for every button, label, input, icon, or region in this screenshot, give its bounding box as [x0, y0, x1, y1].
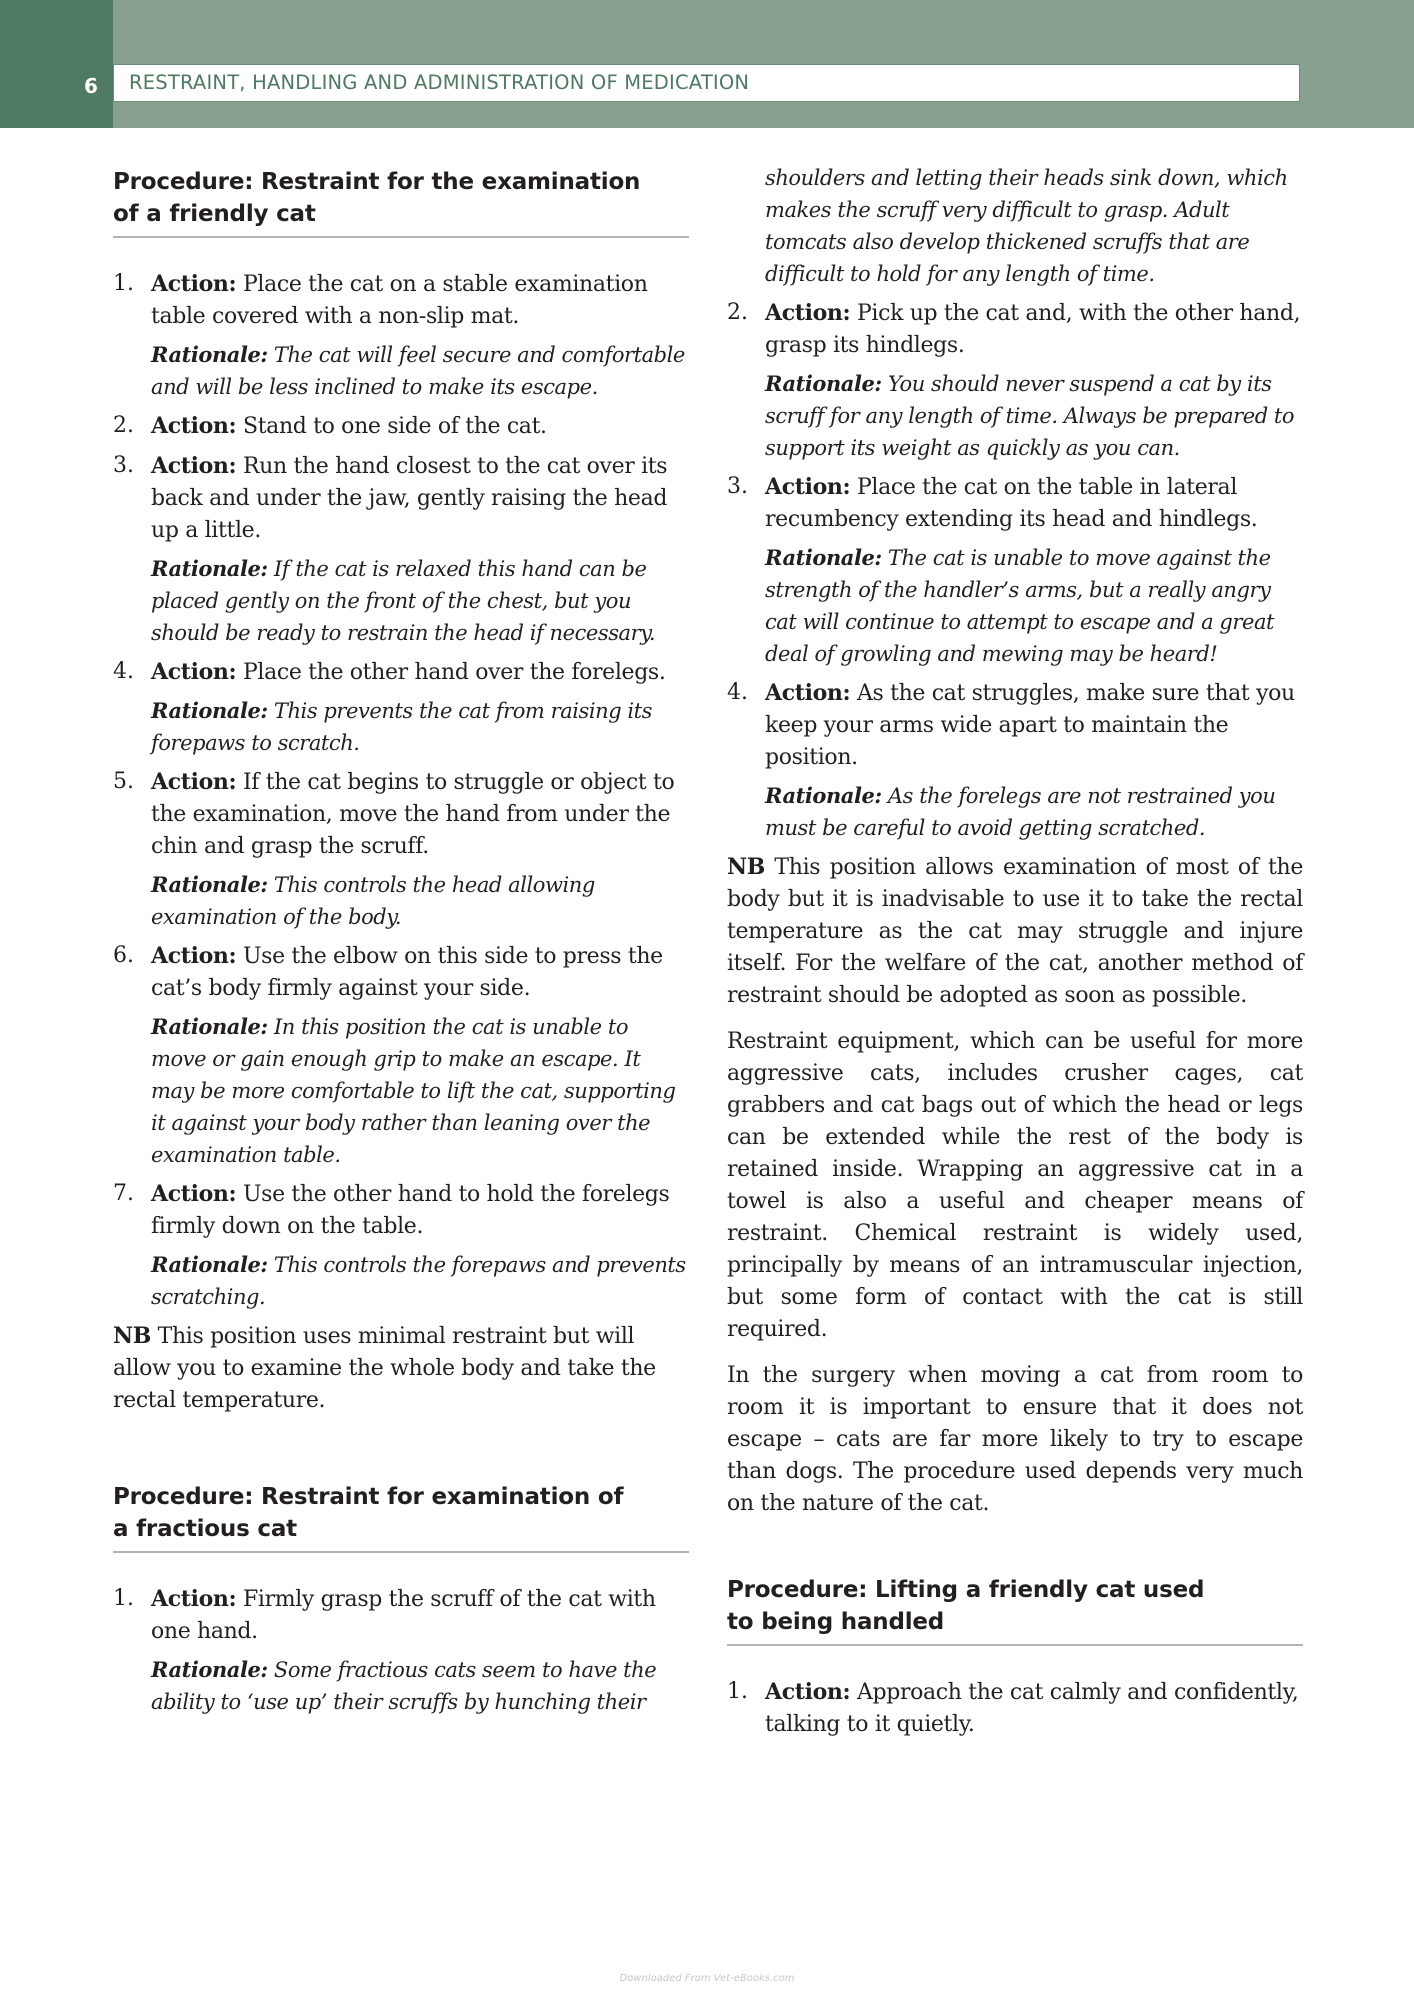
step-rationale: Rationale: This controls the head allowing examination of the body. — [151, 872, 595, 929]
procedure-steps-2-continued — [727, 297, 1303, 844]
procedure-steps-3 — [727, 1676, 1303, 1741]
step-number: 4. — [727, 680, 748, 705]
step-number: 2. — [727, 300, 748, 325]
procedure-steps-2 — [113, 1583, 689, 1718]
nb-note: NB This position uses minimal restraint but will allow you to examine the whole body and take the rectal temperature. — [113, 1323, 656, 1413]
step-action: Action: Use the elbow on this side to press the cat’s body firmly against your side. — [151, 943, 663, 1001]
step-number: 3. — [113, 453, 134, 478]
body-paragraph: Restraint equipment, which can be useful for more aggressive cats, includes crusher cages, cat grabbers and cat bags out of which the head or legs can be extended while the rest of the body is retained inside. Wrapping an aggressive cat in a towel is also a useful and cheaper means of restraint. Chemical restraint is widely used, principally by means of an intramuscular injection, but some form of contact with the cat is still required. — [727, 1029, 1303, 1342]
step-item — [113, 940, 689, 1171]
step-item — [113, 656, 689, 759]
running-title-box — [113, 64, 1300, 102]
step-action: Action: Pick up the cat and, with the other hand, grasp its hindlegs. — [765, 300, 1301, 358]
step-number: 1. — [113, 271, 134, 296]
procedure-title: Procedure: Lifting a friendly cat used to being handled — [727, 1577, 1205, 1635]
step-rationale: Rationale: In this position the cat is unable to move or gain enough grip to make an escape. It may be more comfortable to lift the cat, supporting it against your body rather than leaning over the examination table. — [151, 1014, 676, 1167]
footer-watermark: Downloaded From Vet-eBooks.com — [619, 1973, 795, 1984]
step-number: 2. — [113, 413, 134, 438]
step-number: 1. — [113, 1586, 134, 1611]
step-action: Action: Run the hand closest to the cat over its back and under the jaw, gently raising the head up a little. — [151, 453, 668, 543]
step-item — [727, 1676, 1303, 1741]
header-accent — [0, 0, 113, 128]
step-item — [113, 450, 689, 649]
step-action: Action: Place the cat on a stable examination table covered with a non-slip mat. — [151, 271, 648, 329]
procedure-title: Procedure: Restraint for the examination of a friendly cat — [113, 169, 641, 227]
procedure-heading-1 — [113, 166, 689, 238]
step-number: 1. — [727, 1679, 748, 1704]
step-number: 7. — [113, 1181, 134, 1206]
step-rationale: Rationale: This controls the forepaws and prevents scratching. — [151, 1252, 686, 1309]
step-rationale: Rationale: You should never suspend a cat by its scruff for any length of time. Always be prepared to support its weight as quickly as you can. — [765, 371, 1295, 460]
step-action: Action: Approach the cat calmly and confidently, talking to it quietly. — [765, 1679, 1299, 1737]
step-item — [727, 297, 1303, 464]
step-item — [113, 766, 689, 933]
step-action: Action: As the cat struggles, make sure that you keep your arms wide apart to maintain the position. — [765, 680, 1295, 770]
body-paragraph: In the surgery when moving a cat from room to room it is important to ensure that it does not escape – cats are far more likely to try to escape than dogs. The procedure used depends very much on the nature of the cat. — [727, 1363, 1303, 1516]
step-number: 5. — [113, 769, 134, 794]
procedure-heading-2 — [113, 1481, 689, 1553]
procedure-heading-3 — [727, 1574, 1303, 1646]
step-rationale: Rationale: This prevents the cat from raising its forepaws to scratch. — [151, 698, 652, 755]
step-action: Action: Place the other hand over the forelegs. — [151, 659, 666, 685]
step-item — [727, 471, 1303, 670]
left-column — [113, 166, 689, 1725]
step-number: 4. — [113, 659, 134, 684]
step-rationale: Rationale: If the cat is relaxed this hand can be placed gently on the front of the chest, but you should be ready to restrain the head if necessary. — [151, 556, 656, 645]
step-item — [727, 677, 1303, 844]
step-action: Action: Place the cat on the table in lateral recumbency extending its head and hindlegs. — [765, 474, 1258, 532]
step-action: Action: Use the other hand to hold the forelegs firmly down on the table. — [151, 1181, 670, 1239]
step-item — [113, 1178, 689, 1313]
procedure-steps-1 — [113, 268, 689, 1313]
step-rationale: Rationale: Some fractious cats seem to have the ability to ‘use up’ their scruffs by hunching their — [151, 1657, 657, 1714]
step-number: 3. — [727, 474, 748, 499]
step-action: Action: Firmly grasp the scruff of the cat with one hand. — [151, 1586, 656, 1644]
step-action: Action: Stand to one side of the cat. — [151, 413, 547, 439]
step-number: 6. — [113, 943, 134, 968]
step-item — [113, 1583, 689, 1718]
step-rationale: Rationale: The cat is unable to move against the strength of the handler’s arms, but a really angry cat will continue to attempt to escape and a great deal of growling and mewing may be heard! — [765, 545, 1275, 666]
step-item — [113, 268, 689, 403]
procedure-title: Procedure: Restraint for examination of a fractious cat — [113, 1484, 624, 1542]
step-item — [113, 410, 689, 443]
right-column — [727, 162, 1303, 1748]
running-title: RESTRAINT, HANDLING AND ADMINISTRATION OF MEDICATION — [129, 71, 750, 94]
step-rationale: Rationale: As the forelegs are not restrained you must be careful to avoid getting scratched. — [765, 783, 1276, 840]
step-action: Action: If the cat begins to struggle or object to the examination, move the hand from under the chin and grasp the scruff. — [151, 769, 675, 859]
page-number: 6 — [84, 74, 98, 98]
continued-rationale: shoulders and letting their heads sink down, which makes the scruff very difficult to grasp. Adult tomcats also develop thickened scruffs that are difficult to hold for any length of time. — [765, 166, 1288, 286]
nb-note: NB This position allows examination of most of the body but it is inadvisable to use it to take the rectal temperature as the cat may struggle and injure itself. For the welfare of the cat, another method of restraint should be adopted as soon as possible. — [727, 854, 1303, 1008]
step-rationale: Rationale: The cat will feel secure and comfortable and will be less inclined to make its escape. — [151, 342, 685, 399]
